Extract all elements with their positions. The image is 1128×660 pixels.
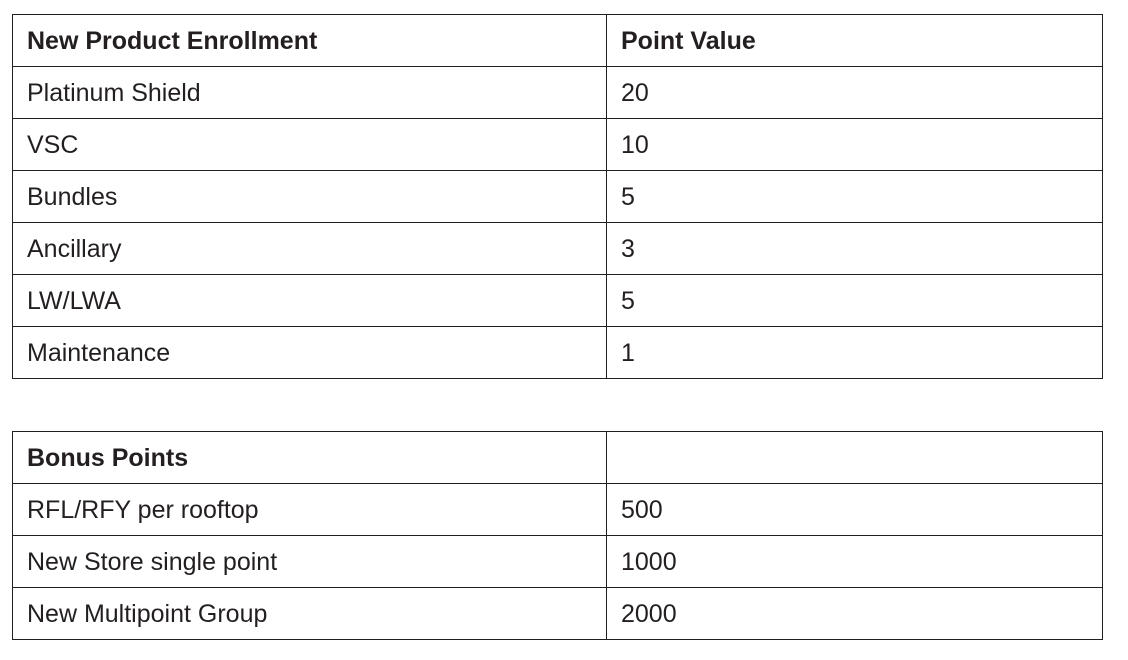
point-value-cell: 10 bbox=[607, 119, 1103, 171]
column-header-bonus-points: Bonus Points bbox=[13, 432, 607, 484]
table-row bbox=[13, 119, 1103, 171]
table-row bbox=[13, 223, 1103, 275]
column-header-point-value: Point Value bbox=[607, 15, 1103, 67]
table-row bbox=[13, 484, 1103, 536]
table-row bbox=[13, 536, 1103, 588]
bonus-value-cell: 500 bbox=[607, 484, 1103, 536]
bonus-points-table bbox=[12, 431, 1103, 640]
point-value-cell: 1 bbox=[607, 327, 1103, 379]
table-row bbox=[13, 275, 1103, 327]
product-name-cell: VSC bbox=[13, 119, 607, 171]
table-row bbox=[13, 67, 1103, 119]
table-row bbox=[13, 327, 1103, 379]
point-value-cell: 5 bbox=[607, 275, 1103, 327]
table-row bbox=[13, 588, 1103, 640]
table-header-row bbox=[13, 15, 1103, 67]
bonus-name-cell: RFL/RFY per rooftop bbox=[13, 484, 607, 536]
point-value-cell: 5 bbox=[607, 171, 1103, 223]
point-value-cell: 20 bbox=[607, 67, 1103, 119]
product-name-cell: LW/LWA bbox=[13, 275, 607, 327]
bonus-name-cell: New Store single point bbox=[13, 536, 607, 588]
column-header-product: New Product Enrollment bbox=[13, 15, 607, 67]
table-row bbox=[13, 171, 1103, 223]
column-header-bonus-value bbox=[607, 432, 1103, 484]
table-spacer bbox=[12, 379, 1102, 431]
product-name-cell: Bundles bbox=[13, 171, 607, 223]
table-header-row bbox=[13, 432, 1103, 484]
product-name-cell: Maintenance bbox=[13, 327, 607, 379]
bonus-value-cell: 2000 bbox=[607, 588, 1103, 640]
product-name-cell: Ancillary bbox=[13, 223, 607, 275]
bonus-name-cell: New Multipoint Group bbox=[13, 588, 607, 640]
bonus-value-cell: 1000 bbox=[607, 536, 1103, 588]
point-value-cell: 3 bbox=[607, 223, 1103, 275]
product-name-cell: Platinum Shield bbox=[13, 67, 607, 119]
new-product-enrollment-table bbox=[12, 14, 1103, 379]
